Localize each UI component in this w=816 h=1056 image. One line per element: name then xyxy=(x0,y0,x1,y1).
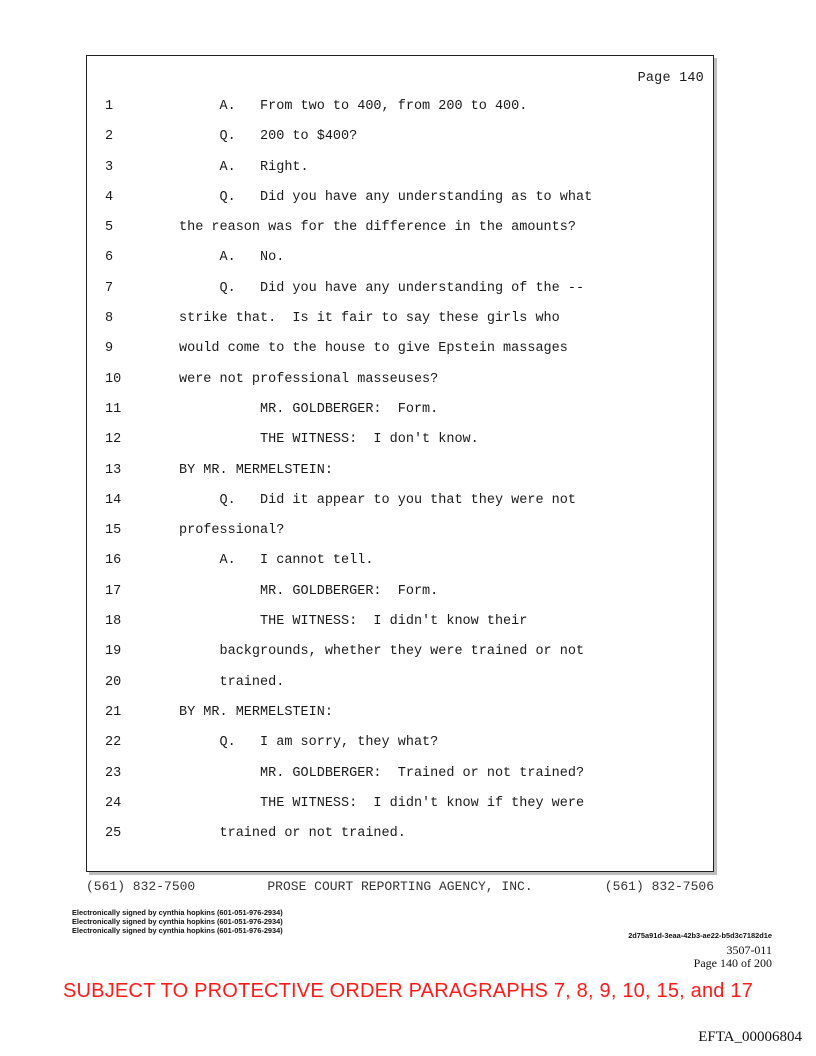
line-text: MR. GOLDBERGER: Trained or not trained? xyxy=(179,765,585,781)
line-number: 12 xyxy=(105,432,122,448)
transcript-line xyxy=(87,486,713,516)
line-number: 20 xyxy=(105,674,122,690)
line-text: THE WITNESS: I didn't know their xyxy=(179,614,528,630)
line-text: A. I cannot tell. xyxy=(179,553,374,569)
line-number: 11 xyxy=(105,401,122,417)
signature-block xyxy=(72,908,283,935)
protective-order-notice: SUBJECT TO PROTECTIVE ORDER PARAGRAPHS 7, 8, 9, 10, 15, and 17 xyxy=(62,980,754,1002)
page-number-label: Page 140 xyxy=(637,71,704,86)
agency-phone-left: (561) 832-7500 xyxy=(86,879,196,894)
transcript-line xyxy=(87,213,713,243)
exhibit-stamp xyxy=(694,944,772,970)
transcript-line xyxy=(87,365,713,395)
transcript-line xyxy=(87,698,713,728)
line-text: trained. xyxy=(179,674,285,690)
line-text: Q. I am sorry, they what? xyxy=(179,735,439,751)
line-number: 4 xyxy=(105,189,114,205)
line-text: professional? xyxy=(179,523,285,539)
line-text: Q. Did you have any understanding of the -- xyxy=(179,280,585,296)
exhibit-page-count: Page 140 of 200 xyxy=(693,956,772,970)
line-number: 25 xyxy=(105,826,122,842)
line-text: THE WITNESS: I don't know. xyxy=(179,432,479,448)
transcript-line xyxy=(87,243,713,273)
line-number: 24 xyxy=(105,795,122,811)
transcript-line xyxy=(87,607,713,637)
line-text: MR. GOLDBERGER: Form. xyxy=(179,583,439,599)
line-text: BY MR. MERMELSTEIN: xyxy=(179,704,333,720)
transcript-line xyxy=(87,668,713,698)
transcript-line xyxy=(87,789,713,819)
signature-line: Electronically signed by cynthia hopkins (601-051-976-2934) xyxy=(72,926,283,935)
line-text: the reason was for the difference in the amounts? xyxy=(179,220,576,236)
line-text: strike that. Is it fair to say these girls who xyxy=(179,311,560,327)
line-text: Q. Did it appear to you that they were not xyxy=(179,492,576,508)
exhibit-number: 3507-011 xyxy=(726,943,772,957)
agency-name: PROSE COURT REPORTING AGENCY, INC. xyxy=(267,879,533,894)
line-text: would come to the house to give Epstein massages xyxy=(179,341,568,357)
line-text: Q. Did you have any understanding as to what xyxy=(179,189,593,205)
transcript-line xyxy=(87,304,713,334)
agency-phone-right: (561) 832-7506 xyxy=(604,879,714,894)
line-text: trained or not trained. xyxy=(179,826,406,842)
line-number: 14 xyxy=(105,492,122,508)
line-text: MR. GOLDBERGER: Form. xyxy=(179,401,439,417)
line-number: 21 xyxy=(105,704,122,720)
transcript-line xyxy=(87,577,713,607)
line-text: A. Right. xyxy=(179,159,309,175)
agency-footer xyxy=(86,879,714,894)
line-text: backgrounds, whether they were trained or not xyxy=(179,644,585,660)
line-number: 3 xyxy=(105,159,114,175)
line-number: 5 xyxy=(105,220,114,236)
line-text: BY MR. MERMELSTEIN: xyxy=(179,462,333,478)
line-number: 17 xyxy=(105,583,122,599)
transcript-lines xyxy=(87,92,713,849)
transcript-page xyxy=(86,55,714,872)
line-text: were not professional masseuses? xyxy=(179,371,439,387)
transcript-line xyxy=(87,516,713,546)
line-number: 9 xyxy=(105,341,114,357)
transcript-line xyxy=(87,637,713,667)
line-number: 6 xyxy=(105,250,114,266)
transcript-line xyxy=(87,334,713,364)
transcript-line xyxy=(87,395,713,425)
transcript-line xyxy=(87,456,713,486)
line-number: 2 xyxy=(105,129,114,145)
line-text: THE WITNESS: I didn't know if they were xyxy=(179,795,585,811)
line-number: 7 xyxy=(105,280,114,296)
transcript-line xyxy=(87,728,713,758)
transcript-line xyxy=(87,425,713,455)
line-number: 1 xyxy=(105,99,114,114)
signature-line: Electronically signed by cynthia hopkins (601-051-976-2934) xyxy=(72,917,283,926)
line-number: 16 xyxy=(105,553,122,569)
transcript-line xyxy=(87,122,713,152)
line-text: A. No. xyxy=(179,250,285,266)
line-number: 23 xyxy=(105,765,122,781)
document-hash: 2d75a91d-3eaa-42b3-ae22-b5d3c7182d1e xyxy=(628,931,772,940)
line-number: 18 xyxy=(105,614,122,630)
transcript-line xyxy=(87,759,713,789)
line-number: 10 xyxy=(105,371,122,387)
transcript-line xyxy=(87,546,713,576)
transcript-line xyxy=(87,183,713,213)
transcript-line xyxy=(87,153,713,183)
line-text: A. From two to 400, from 200 to 400. xyxy=(179,99,528,114)
line-number: 15 xyxy=(105,523,122,539)
line-number: 19 xyxy=(105,644,122,660)
transcript-line xyxy=(87,274,713,304)
transcript-line xyxy=(87,819,713,849)
line-text: Q. 200 to $400? xyxy=(179,129,358,145)
line-number: 13 xyxy=(105,462,122,478)
line-number: 22 xyxy=(105,735,122,751)
signature-line: Electronically signed by cynthia hopkins (601-051-976-2934) xyxy=(72,908,283,917)
transcript-line xyxy=(87,92,713,122)
line-number: 8 xyxy=(105,311,114,327)
bates-number: EFTA_00006804 xyxy=(698,1029,802,1045)
